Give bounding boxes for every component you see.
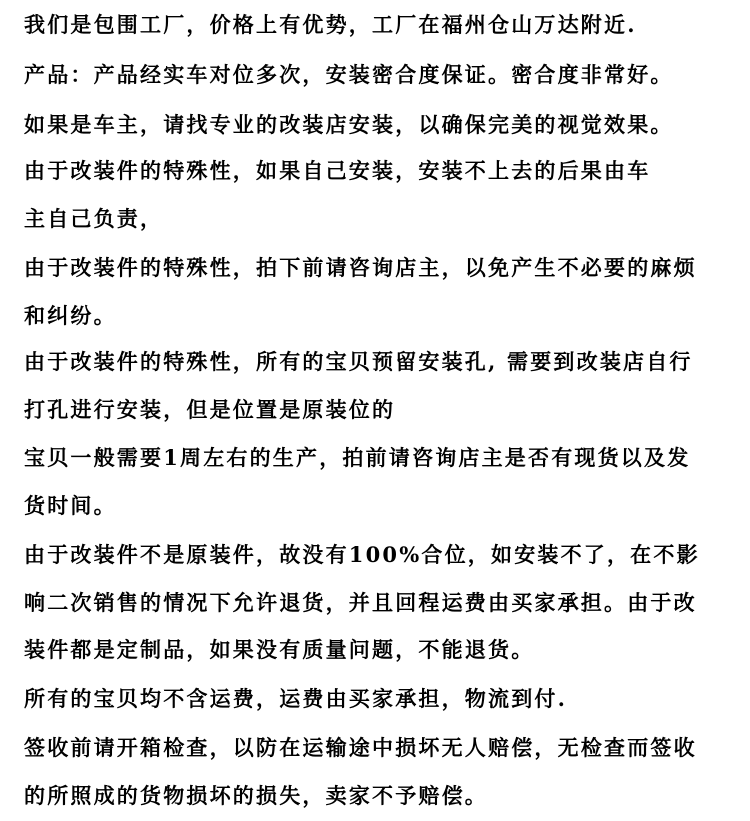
text-line: 响二次销售的情况下允许退货，并且回程运费由买家承担。由于改 bbox=[24, 590, 697, 615]
text-line: 主自己负责， bbox=[24, 206, 164, 231]
text-line: 所有的宝贝均不含运费，运费由买家承担，物流到付. bbox=[24, 686, 568, 711]
text-line: 货时间。 bbox=[24, 493, 117, 518]
text-line: 由于改装件的特殊性，如果自己安装，安装不上去的后果由车 bbox=[24, 158, 651, 183]
text-line: 产品：产品经实车对位多次，安装密合度保证。密合度非常好。 bbox=[24, 62, 674, 87]
text-line: 由于改装件不是原装件，故没有100%合位，如安装不了，在不影 bbox=[24, 542, 700, 567]
text-line: 和纠纷。 bbox=[24, 303, 117, 328]
text-line: 装件都是定制品，如果没有质量问题，不能退货。 bbox=[24, 637, 535, 662]
text-line: 签收前请开箱检查，以防在运输途中损坏无人赔偿，无检查而签收 bbox=[24, 735, 697, 760]
text-line: 我们是包围工厂，价格上有优势，工厂在福州仓山万达附近. bbox=[24, 12, 637, 37]
text-line: 的所照成的货物损坏的损失，卖家不予赔偿。 bbox=[24, 783, 488, 808]
text-line: 打孔进行安装，但是位置是原装位的 bbox=[24, 397, 396, 422]
text-line: 宝贝一般需要1周左右的生产，拍前请咨询店主是否有现货以及发 bbox=[24, 445, 691, 470]
text-line: 如果是车主，请找专业的改装店安装，以确保完美的视觉效果。 bbox=[24, 112, 674, 137]
text-line: 由于改装件的特殊性，拍下前请咨询店主，以免产生不必要的麻烦 bbox=[24, 255, 697, 280]
text-line: 由于改装件的特殊性，所有的宝贝预留安装孔, 需要到改装店自行 bbox=[24, 349, 693, 374]
